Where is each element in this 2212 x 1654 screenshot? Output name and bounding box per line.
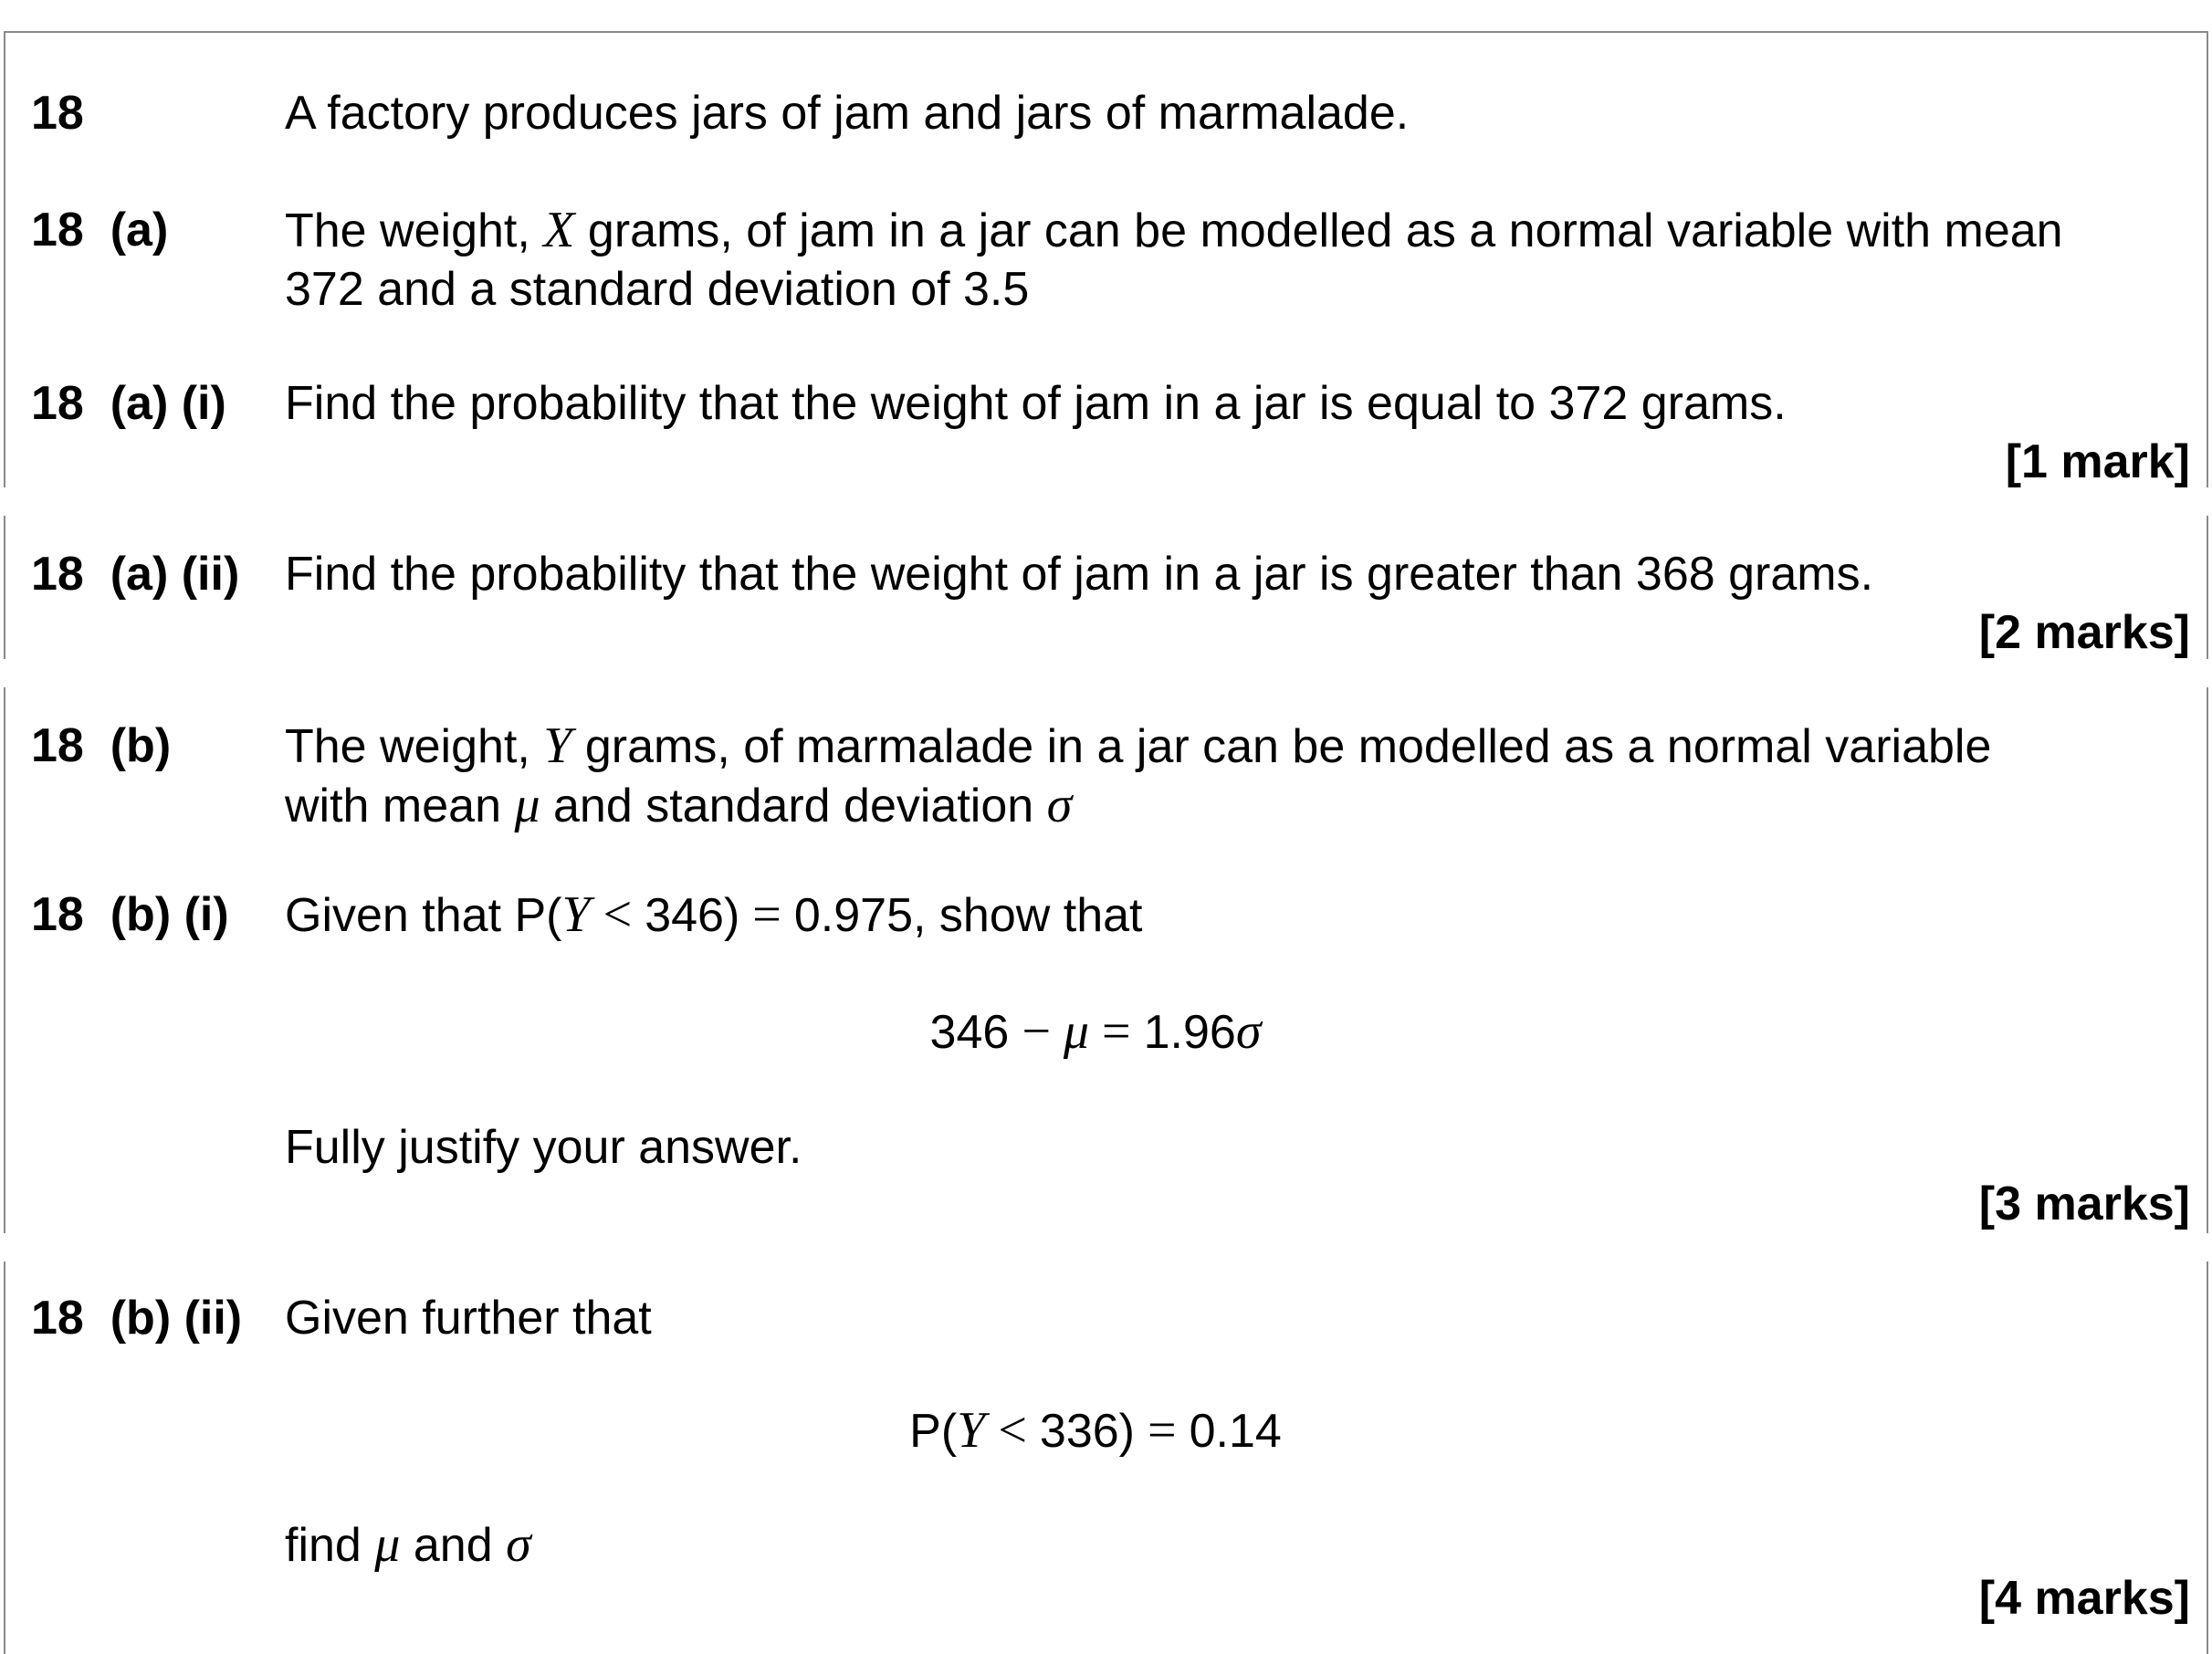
- question-intro-text: A factory produces jars of jam and jars of marmalade.: [285, 87, 1410, 140]
- part-a-i-text: Find the probability that the weight of jam in a jar is equal to 372 grams.: [285, 377, 1787, 430]
- part-b-i-equation: [0, 1002, 2191, 1062]
- part-a-ii-marks: [2 marks]: [1978, 606, 2190, 659]
- part-a-ii-text: Find the probability that the weight of jam in a jar is greater than 368 grams.: [285, 548, 1874, 601]
- part-b-ii-marks: [4 marks]: [1978, 1572, 2190, 1625]
- part-b-line2-mid: and standard deviation: [540, 780, 1047, 832]
- equation-sigma: σ: [1235, 1003, 1262, 1060]
- find-prefix: find: [285, 1519, 375, 1572]
- right-border-section-3: [2207, 687, 2208, 1233]
- right-border-section-4: [2207, 1261, 2208, 1654]
- question-number: 18: [31, 87, 84, 140]
- part-b-line-2: [285, 776, 2175, 835]
- given-prefix: Given that P(: [285, 889, 562, 942]
- given-probability: 0.975: [793, 889, 914, 942]
- equation-value: 336): [1039, 1405, 1135, 1458]
- right-border-section-2: [2207, 516, 2208, 659]
- equation-mu: μ: [1063, 1003, 1090, 1060]
- equation-coefficient: 1.96: [1143, 1006, 1236, 1059]
- variable-x: X: [543, 202, 575, 258]
- part-a-i-label: 18 (a) (i): [31, 377, 226, 430]
- equation-equals-2: =: [1135, 1402, 1190, 1459]
- find-sigma: σ: [506, 1516, 531, 1573]
- right-border-section-1: [2207, 31, 2208, 487]
- equation-prefix: P(: [909, 1405, 958, 1458]
- find-and: and: [400, 1519, 507, 1572]
- part-a-line-2: 372 and a standard deviation of 3.5: [285, 263, 1030, 316]
- part-b-i-marks: [3 marks]: [1978, 1178, 2190, 1230]
- part-a-text-before: The weight,: [285, 204, 544, 257]
- question-intro: [285, 84, 2175, 142]
- part-b-ii-find: [285, 1515, 2175, 1575]
- given-less-than: <: [590, 886, 645, 943]
- part-a-ii-label: 18 (a) (ii): [31, 548, 240, 601]
- left-border-section-3: [4, 687, 5, 1233]
- left-border-section-2: [4, 516, 5, 659]
- equation-variable: Y: [957, 1402, 986, 1459]
- part-b-ii-intro: Given further that: [285, 1292, 652, 1345]
- part-b-ii-equation: [0, 1401, 2191, 1460]
- symbol-sigma: σ: [1046, 777, 1073, 833]
- part-a-text: [285, 201, 2175, 319]
- part-b-text-before: The weight,: [285, 720, 544, 773]
- variable-y: Y: [543, 717, 572, 774]
- part-b-i-given: [285, 885, 2175, 945]
- part-b-ii-label: 18 (b) (ii): [31, 1292, 243, 1345]
- part-b-ii-find-line: [285, 1515, 2175, 1575]
- given-value: 346): [645, 889, 740, 942]
- equation-minus: −: [1009, 1003, 1064, 1060]
- equation-equals: =: [1089, 1003, 1144, 1060]
- part-a-i-marks: [1 mark]: [2005, 435, 2190, 488]
- equation-less-than: <: [985, 1402, 1040, 1459]
- part-a-label: 18 (a): [31, 204, 169, 256]
- part-b-text: [285, 717, 2175, 835]
- part-b-i-justify: Fully justify your answer.: [285, 1121, 802, 1174]
- given-equals: =: [739, 886, 794, 943]
- part-b-line-1: [285, 717, 2175, 776]
- part-b-i-given-line: [285, 885, 2175, 945]
- part-b-label: 18 (b): [31, 719, 172, 772]
- equation-lhs: 346: [929, 1006, 1010, 1059]
- part-b-text-after: grams, of marmalade in a jar can be modelled as a normal variable: [571, 720, 1992, 773]
- part-b-i-label: 18 (b) (i): [31, 888, 229, 941]
- symbol-mu: μ: [514, 777, 540, 833]
- equation-probability: 0.14: [1189, 1405, 1282, 1458]
- left-border-section-1: [4, 31, 5, 487]
- part-b-line2-before: with mean: [285, 780, 515, 832]
- given-suffix: , show that: [913, 889, 1143, 942]
- part-a-line-1: [285, 201, 2175, 260]
- given-variable: Y: [561, 886, 591, 943]
- part-a-text-after: grams, of jam in a jar can be modelled as a normal variable with mean: [574, 204, 2063, 257]
- top-border: [4, 31, 2208, 33]
- find-mu: μ: [374, 1516, 401, 1573]
